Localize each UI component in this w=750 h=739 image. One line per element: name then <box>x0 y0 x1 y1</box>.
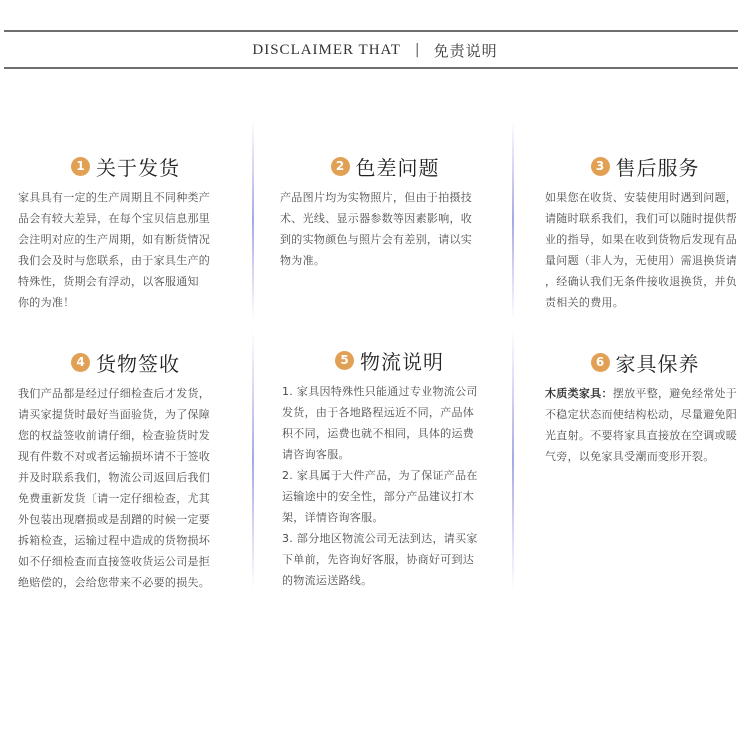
header-bottom-rule <box>4 67 738 69</box>
number-badge: 5 <box>335 351 354 370</box>
number-badge: 1 <box>71 157 90 176</box>
section-body: 如果您在收货、安装使用时遇到问题， 请随时联系我们，我们可以随时提供帮 业的指导，如果在收到货物后发现有品 量问题（非人为，无使用）需退换货请 ，经确认我们无条件接收退换货，并负 责相关的费用。 <box>545 191 738 309</box>
number-badge: 6 <box>591 353 610 372</box>
section-title: 售后服务 <box>615 155 700 180</box>
section-title: 色差问题 <box>355 155 440 180</box>
section-logistics <box>282 346 497 591</box>
maintenance-lead-label: 木质类家具： <box>545 387 613 400</box>
column-divider <box>252 330 254 590</box>
section-heading <box>282 346 497 374</box>
header-title-zh: 免责说明 <box>433 41 498 60</box>
section-title: 关于发货 <box>96 155 180 180</box>
section-body <box>545 383 745 467</box>
section-heading <box>545 152 745 180</box>
section-body: 家具具有一定的生产周期且不同种类产 品会有较大差异，在每个宝贝信息那里 会注明对应的生产周期，如有断货情况 我们会及时与您联系，由于家具生产的 特殊性，货期会有浮动，以客服通知 你的为准！ <box>18 191 211 309</box>
section-shipping <box>18 152 233 313</box>
section-heading <box>18 348 233 376</box>
column-divider <box>512 330 514 590</box>
section-color-difference <box>280 152 490 271</box>
number-badge: 3 <box>591 157 610 176</box>
column-divider <box>252 120 254 320</box>
header-title-en: DISCLAIMER THAT <box>252 41 401 58</box>
section-maintenance <box>545 348 745 467</box>
column-divider <box>512 120 514 320</box>
header-separator: | <box>414 42 420 58</box>
disclaimer-header <box>0 36 750 64</box>
section-heading <box>545 348 745 376</box>
section-body: 1. 家具因特殊性只能通过专业物流公司 发货，由于各地路程远近不同，产品体 积不同，运费也就不相同，具体的运费 请咨询客服。 2. 家具属于大件产品，为了保证产品在 运输途中的安全性，部分产品建议打木 架，详情咨询客服。 3. 部分地区物流公司无法到达，请买家 下单前，先咨询好客服，协商好可到达 的物流运送路线。 <box>282 385 478 587</box>
section-title: 物流说明 <box>360 349 444 374</box>
section-heading <box>280 152 490 180</box>
section-after-sales <box>545 152 745 313</box>
section-body: 产品图片均为实物照片，但由于拍摄技 术、光线、显示器参数等因素影响，收 到的实物颜色与照片会有差别，请以实 物为准。 <box>280 191 473 267</box>
number-badge: 4 <box>71 353 90 372</box>
maintenance-first-line: 摆放平整，避免经常处于 <box>612 387 738 400</box>
section-receipt <box>18 348 233 593</box>
maintenance-rest: 不稳定状态而使结构松动，尽量避免阳 光直射。不要将家具直接放在空调或暖 气旁，以免家具受潮而变形开裂。 <box>545 408 738 463</box>
section-title: 家具保养 <box>615 351 700 376</box>
number-badge: 2 <box>331 157 350 176</box>
section-heading <box>18 152 233 180</box>
section-title: 货物签收 <box>96 351 180 376</box>
header-top-rule <box>4 30 738 32</box>
section-body: 我们产品都是经过仔细检查后才发货， 请买家提货时最好当面验货，为了保障 您的权益签收前请仔细，检查验货时发 现有件数不对或者运输损坏请不于签收 并及时联系我们，物流公司返回后我们 免费重新发货〔请一定仔细检查，尤其 外包装出现磨损或是刮蹭的时候一定要 拆箱检查，运输过程中造成的货物损坏 如不仔细检查而直接签收货运公司是拒 绝赔偿的，会给您带来不必要的损失。 <box>18 387 211 589</box>
